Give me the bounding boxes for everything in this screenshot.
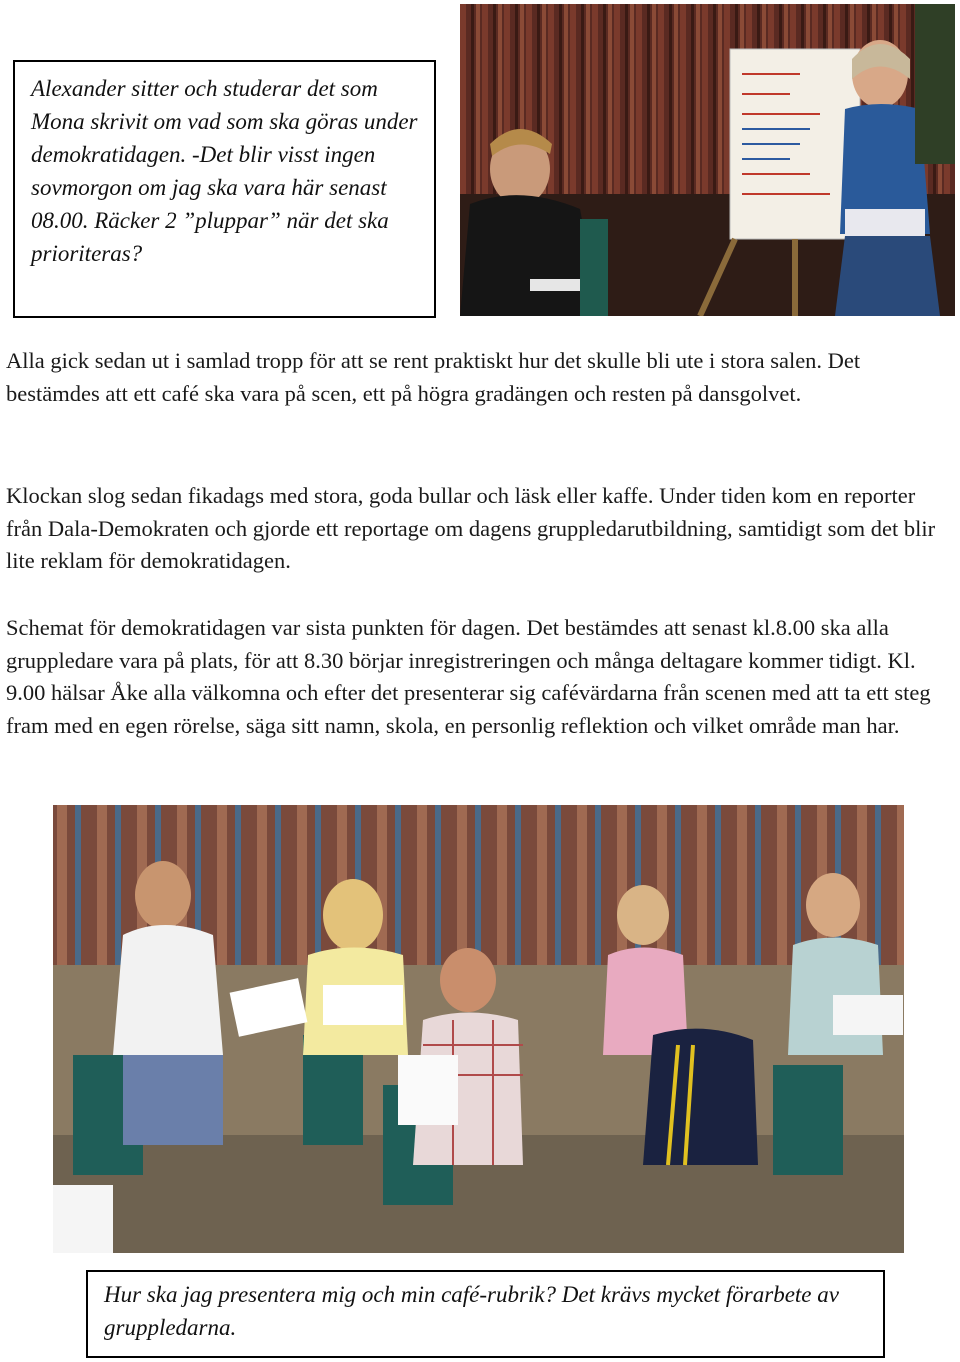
- paragraph-schemat: Schemat för demokratidagen var sista punkten för dagen. Det bestämdes att senast kl.8.00 ska alla gruppledare vara på plats, för att 8.30 börjar inregistreringen och många deltagare kommer tidigt. Kl. 9.00 hälsar Åke alla välkomna och efter det presenterar sig cafévärdarna från scenen med att ta ett steg fram med en egen rörelse, säga sitt namn, skola, en personlig reflektion och vilket område man har.: [6, 615, 931, 738]
- flipchart-meeting-photo: [460, 4, 955, 316]
- paragraph-fikadags: Klockan slog sedan fikadags med stora, goda bullar och läsk eller kaffe. Under tiden kom en reporter från Dala-Demokraten och gjorde ett reportage om dagens gruppledarutbildning, samtidigt som det blir lite reklam för demokratidagen.: [6, 483, 936, 574]
- paragraph-stora-salen: Alla gick sedan ut i samlad tropp för att se rent praktiskt hur det skulle bli ute i stora salen. Det bestämdes att ett café ska vara på scen, ett på högra gradängen och resten på dansgolvet.: [6, 348, 861, 406]
- top-photo-caption: Alexander sitter och studerar det som Mona skrivit om vad som ska göras under demokratidagen. -Det blir visst ingen sovmorgon om jag ska vara här senast 08.00. Räcker 2 ”pluppar” när det ska prioriteras?: [13, 60, 436, 318]
- bottom-photo-caption: Hur ska jag presentera mig och min café-rubrik? Det krävs mycket förarbete av gruppledarna.: [86, 1270, 885, 1358]
- group-leaders-photo: [53, 805, 904, 1253]
